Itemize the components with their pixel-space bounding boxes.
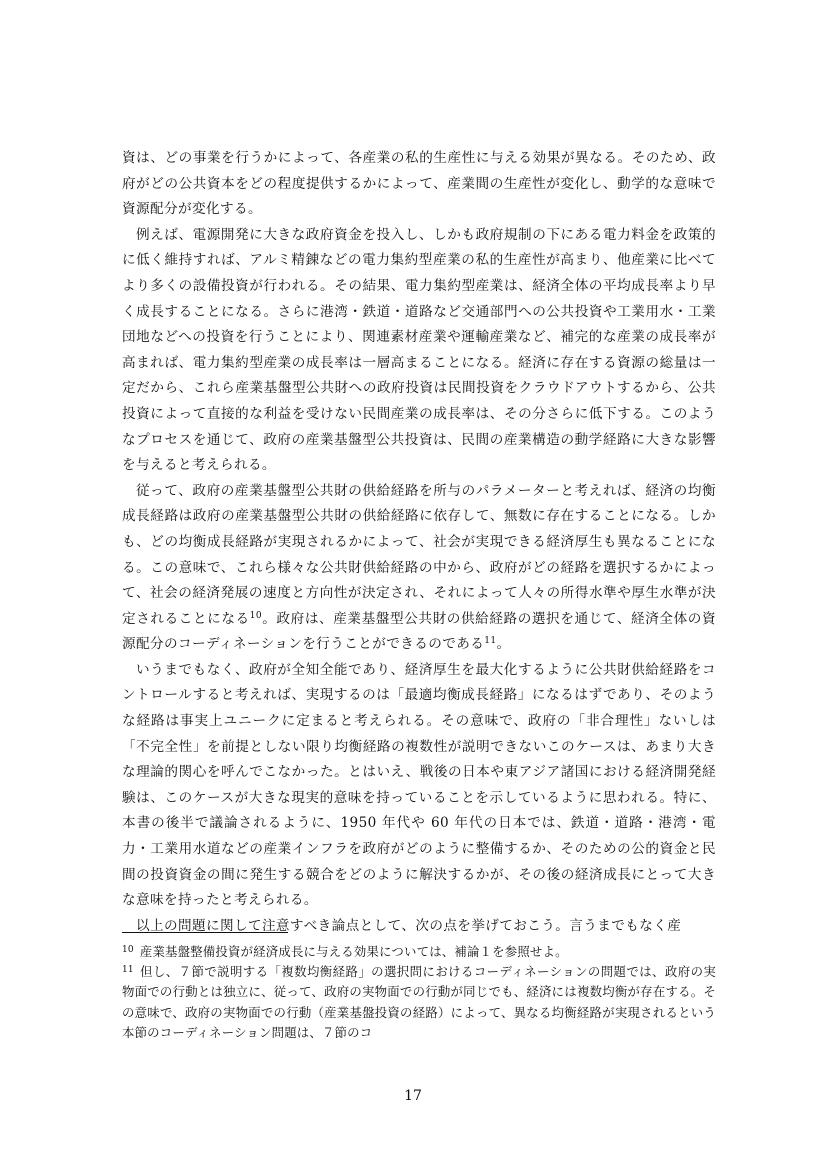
footnote-mark: 10: [122, 945, 134, 955]
paragraph-1: 資は、どの事業を行うかによって、各産業の私的生産性に与える効果が異なる。そのため、政府がどの公共資本をどの程度提供するかによって、産業間の生産性が変化し、動学的な意味で資源配分が変化する。: [122, 150, 716, 218]
footnote-divider: [122, 932, 288, 933]
footnote-10: [122, 942, 716, 962]
paragraph-5: 以上の問題に関して注意すべき論点として、次の点を挙げておこう。言うまでもなく産: [136, 917, 682, 934]
footnote-mark: 11: [122, 965, 134, 976]
footnote-text: 但し、７節で説明する「複数均衡経路」の選択問におけるコーディネーションの問題では、政府の実物面での行動とは独立に、従って、政府の実物面での行動が同じでも、経済には複数均衡が存在する。その意味で、政府の実物面での行動（産業基盤投資の経路）によって、異なる均衡経路が実現されるという本節のコーディネーション問題は、７節のコ: [122, 964, 716, 1040]
paragraph-3: 従って、政府の産業基盤型公共財の供給経路を所与のパラメーターと考えれば、経済の均衡成長経路は政府の産業基盤型公共財の供給経路に依存して、無数に存在することになる。しかも、どの均衡成長経路が実現されるかによって、社会が実現できる経済厚生も異なることになる。この意味で、これら様々な公共財供給経路の中から、政府がどの経路を選択するかによって、社会の経済発展の速度と方向性が決定され、それによって人々の所得水準や厚生水準が決定されることになる$^{10}$。政府は、産業基盤型公共財の供給経路の選択を通じて、経済全体の資源配分のコーディネーションを行うことができるのである$^{11}$。: [122, 482, 716, 653]
paragraph-4: いうまでもなく、政府が全知全能であり、経済厚生を最大化するように公共財供給経路をコントロールすると考えれば、実現するのは「最適均衡成長経路」になるはずであり、そのような経路は事実上ユニークに定まると考えられる。その意味で、政府の「非合理性」ないしは「不完全性」を前提としない限り均衡経路の複数性が説明できないこのケースは、あまり大きな理論的関心を呼んでこなかった。とはいえ、戦後の日本や東アジア諸国における経済開発経験は、このケースが大きな現実的意味を持っていることを示しているように思われる。特に、本書の後半で議論されるように、1950 年代や 60 年代の日本では、鉄道・道路・港湾・電力・工業用水道などの産業インフラを政府がどのように整備するか、そのための公的資金と民間の投資資金の間に発生する競合をどのように解決するかが、その後の経済成長にとって大きな意味を持ったと考えられる。: [122, 661, 716, 909]
footnote-ref-11: 11: [484, 636, 497, 647]
footnote-ref-10: 10: [249, 610, 263, 621]
footnote-text: 産業基盤整備投資が経済成長に与える効果については、補論１を参照せよ。: [139, 944, 568, 959]
footnotes: [122, 942, 716, 1043]
page-number: 17: [404, 1088, 422, 1104]
paragraph-2: 例えば、電源開発に大きな政府資金を投入し、しかも政府規制の下にある電力料金を政策的に低く維持すれば、アルミ精錬などの電力集約型産業の私的生産性が高まり、他産業に比べてより多くの設備投資が行われる。その結果、電力集約型産業は、経済全体の平均成長率より早く成長することになる。さらに港湾・鉄道・道路など交通部門への公共投資や工業用水・工業団地などへの投資を行うことにより、関連素材産業や運輸産業など、補完的な産業の成長率が高まれば、電力集約型産業の成長率は一層高まることになる。経済に存在する資源の総量は一定だから、これら産業基盤型公共財への政府投資は民間投資をクラウドアウトするから、公共投資によって直接的な利益を受けない民間産業の成長率は、その分さらに低下する。このようなプロセスを通じて、政府の産業基盤型公共投資は、民間の産業構造の動学経路に大きな影響を与えると考えられる。: [122, 226, 716, 474]
body-text: [122, 146, 716, 939]
footnote-11: [122, 962, 716, 1043]
